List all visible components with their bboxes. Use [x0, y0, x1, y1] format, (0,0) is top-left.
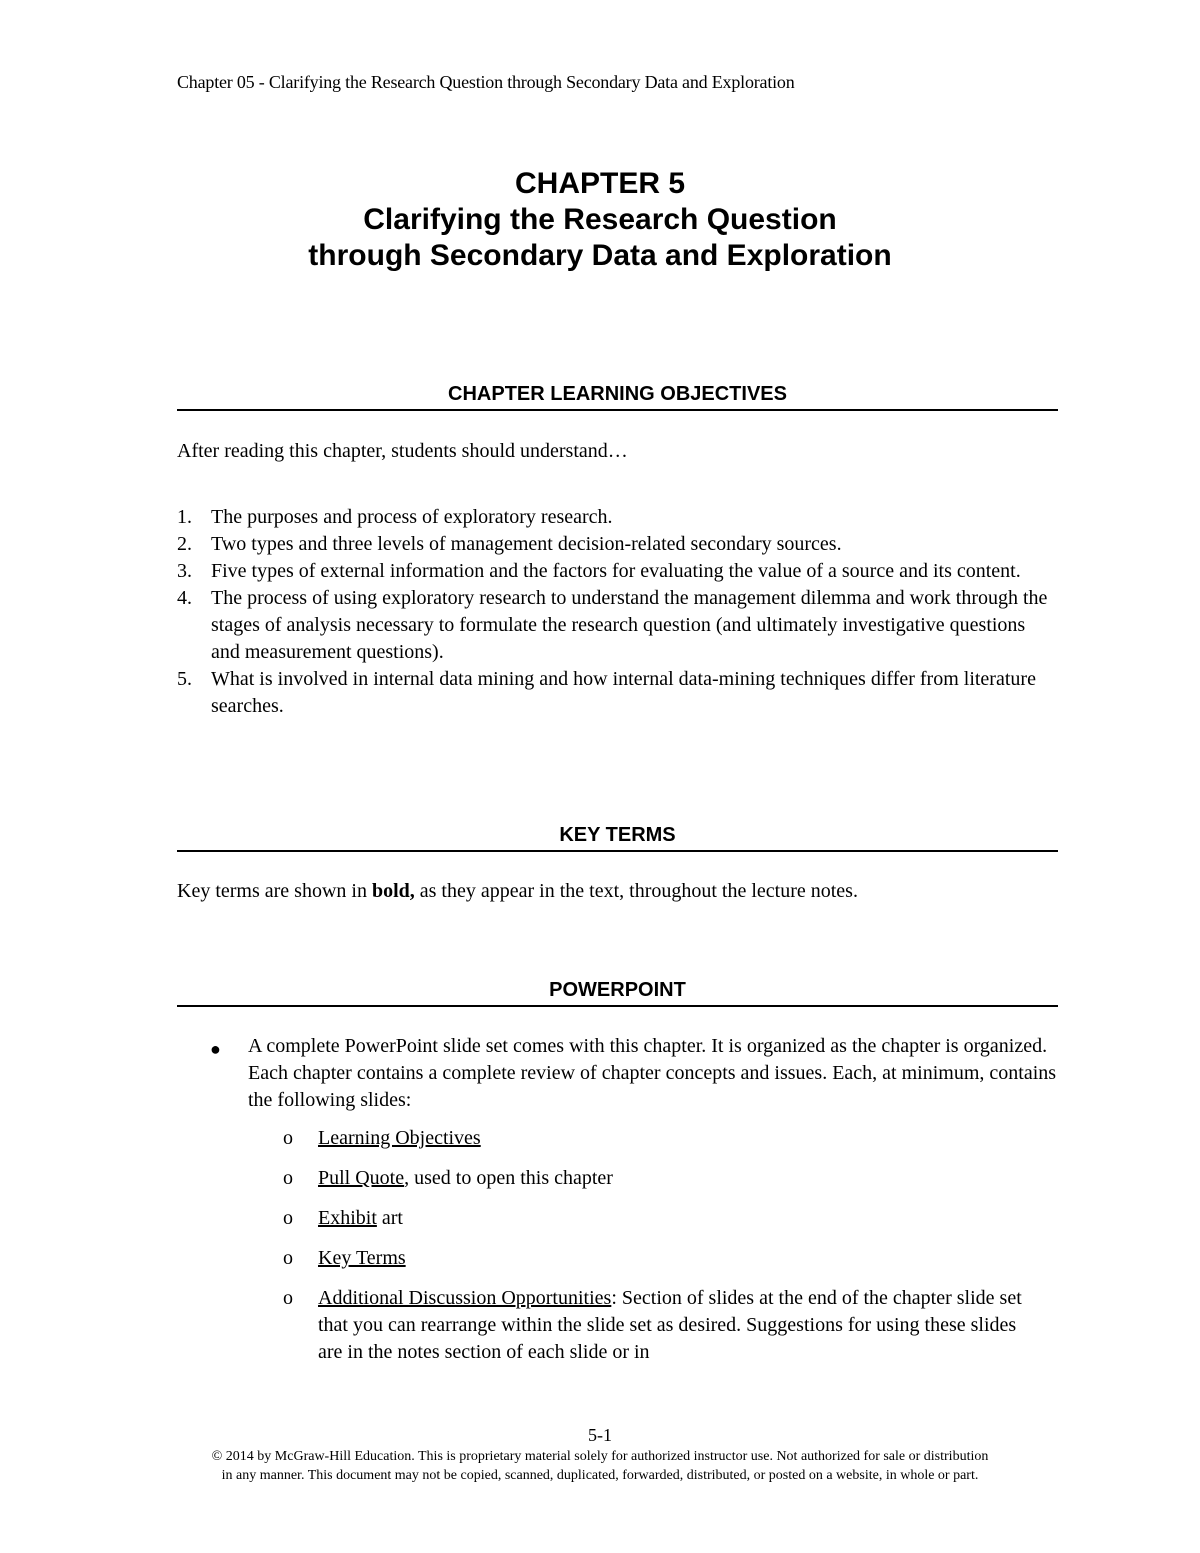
- list-number: 2.: [177, 533, 192, 555]
- objectives-list: [177, 504, 1058, 720]
- list-item: [177, 666, 1058, 720]
- slide-link-key-terms[interactable]: Key Terms: [318, 1247, 406, 1269]
- slide-link-additional-discussion[interactable]: Additional Discussion Opportunities: [318, 1287, 612, 1309]
- copyright-footer: [0, 1447, 1200, 1485]
- list-item: [177, 558, 1058, 585]
- list-text: art: [376, 1207, 403, 1229]
- chapter-title-line-1: Clarifying the Research Question: [363, 203, 837, 236]
- chapter-title-line-2: through Secondary Data and Exploration: [308, 239, 892, 272]
- key-terms-heading: KEY TERMS: [177, 824, 1058, 852]
- list-text: Five types of external information and the factors for evaluating the value of a source and its content.: [211, 560, 1021, 582]
- list-number: 1.: [177, 506, 192, 528]
- running-header: Chapter 05 - Clarifying the Research Question through Secondary Data and Exploration: [177, 72, 795, 92]
- list-text: The process of using exploratory research to understand the management dilemma and work through the stages of analysis necessary to formulate the research question (and ultimately investigative questions and measurement questions).: [211, 587, 1048, 663]
- list-item: [283, 1165, 1043, 1192]
- powerpoint-heading: POWERPOINT: [177, 979, 1058, 1007]
- sub-bullet-icon: o: [283, 1287, 293, 1309]
- slide-link-learning-objectives[interactable]: Learning Objectives: [318, 1127, 481, 1149]
- objectives-intro: After reading this chapter, students should understand…: [177, 440, 628, 462]
- footer-line-1: © 2014 by McGraw-Hill Education. This is proprietary material solely for authorized instructor use. Not authorized for sale or distribution: [211, 1449, 989, 1464]
- list-number: 5.: [177, 668, 192, 690]
- list-text: : Section of slides at the end of the chapter slide set that you can rearrange within the slide set as desired. Suggestions for using these slides are in the notes section of each slide or in: [318, 1287, 1022, 1363]
- sub-bullet-icon: o: [283, 1207, 293, 1229]
- list-item: [177, 585, 1058, 666]
- list-text: The purposes and process of exploratory research.: [211, 506, 613, 528]
- key-terms-text: [177, 878, 1058, 905]
- slide-link-exhibit[interactable]: Exhibit: [318, 1207, 377, 1229]
- powerpoint-bullet: [212, 1033, 1058, 1114]
- bullet-text: A complete PowerPoint slide set comes with this chapter. It is organized as the chapter is organized. Each chapter contains a complete review of chapter concepts and issues. Each, at minimum, contains the following slides:: [248, 1035, 1057, 1111]
- sub-bullet-icon: o: [283, 1167, 293, 1189]
- key-terms-text-before: Key terms are shown in: [177, 880, 372, 902]
- list-text: What is involved in internal data mining and how internal data-mining techniques differ from literature searches.: [211, 668, 1036, 717]
- key-terms-text-after: as they appear in the text, throughout the lecture notes.: [414, 880, 858, 902]
- page-number: 5-1: [588, 1425, 612, 1445]
- slide-list: [283, 1125, 1043, 1379]
- list-item: [283, 1205, 1043, 1232]
- chapter-title: [0, 166, 1200, 274]
- list-text: , used to open this chapter: [404, 1167, 613, 1189]
- list-item: [283, 1125, 1043, 1152]
- list-text: Two types and three levels of management decision-related secondary sources.: [211, 533, 842, 555]
- sub-bullet-icon: o: [283, 1247, 293, 1269]
- chapter-number: CHAPTER 5: [514, 167, 686, 200]
- key-terms-bold-word: bold,: [371, 880, 415, 902]
- bullet-icon: ●: [210, 1039, 221, 1059]
- slide-link-pull-quote[interactable]: Pull Quote: [318, 1167, 405, 1189]
- learning-objectives-heading: CHAPTER LEARNING OBJECTIVES: [177, 383, 1058, 411]
- footer-line-2: in any manner. This document may not be copied, scanned, duplicated, forwarded, distributed, or posted on a website, in whole or part.: [221, 1468, 979, 1483]
- list-number: 4.: [177, 587, 192, 609]
- list-number: 3.: [177, 560, 192, 582]
- list-item: [177, 531, 1058, 558]
- list-item: [177, 504, 1058, 531]
- list-item: [283, 1285, 1043, 1366]
- sub-bullet-icon: o: [283, 1127, 293, 1149]
- list-item: [283, 1245, 1043, 1272]
